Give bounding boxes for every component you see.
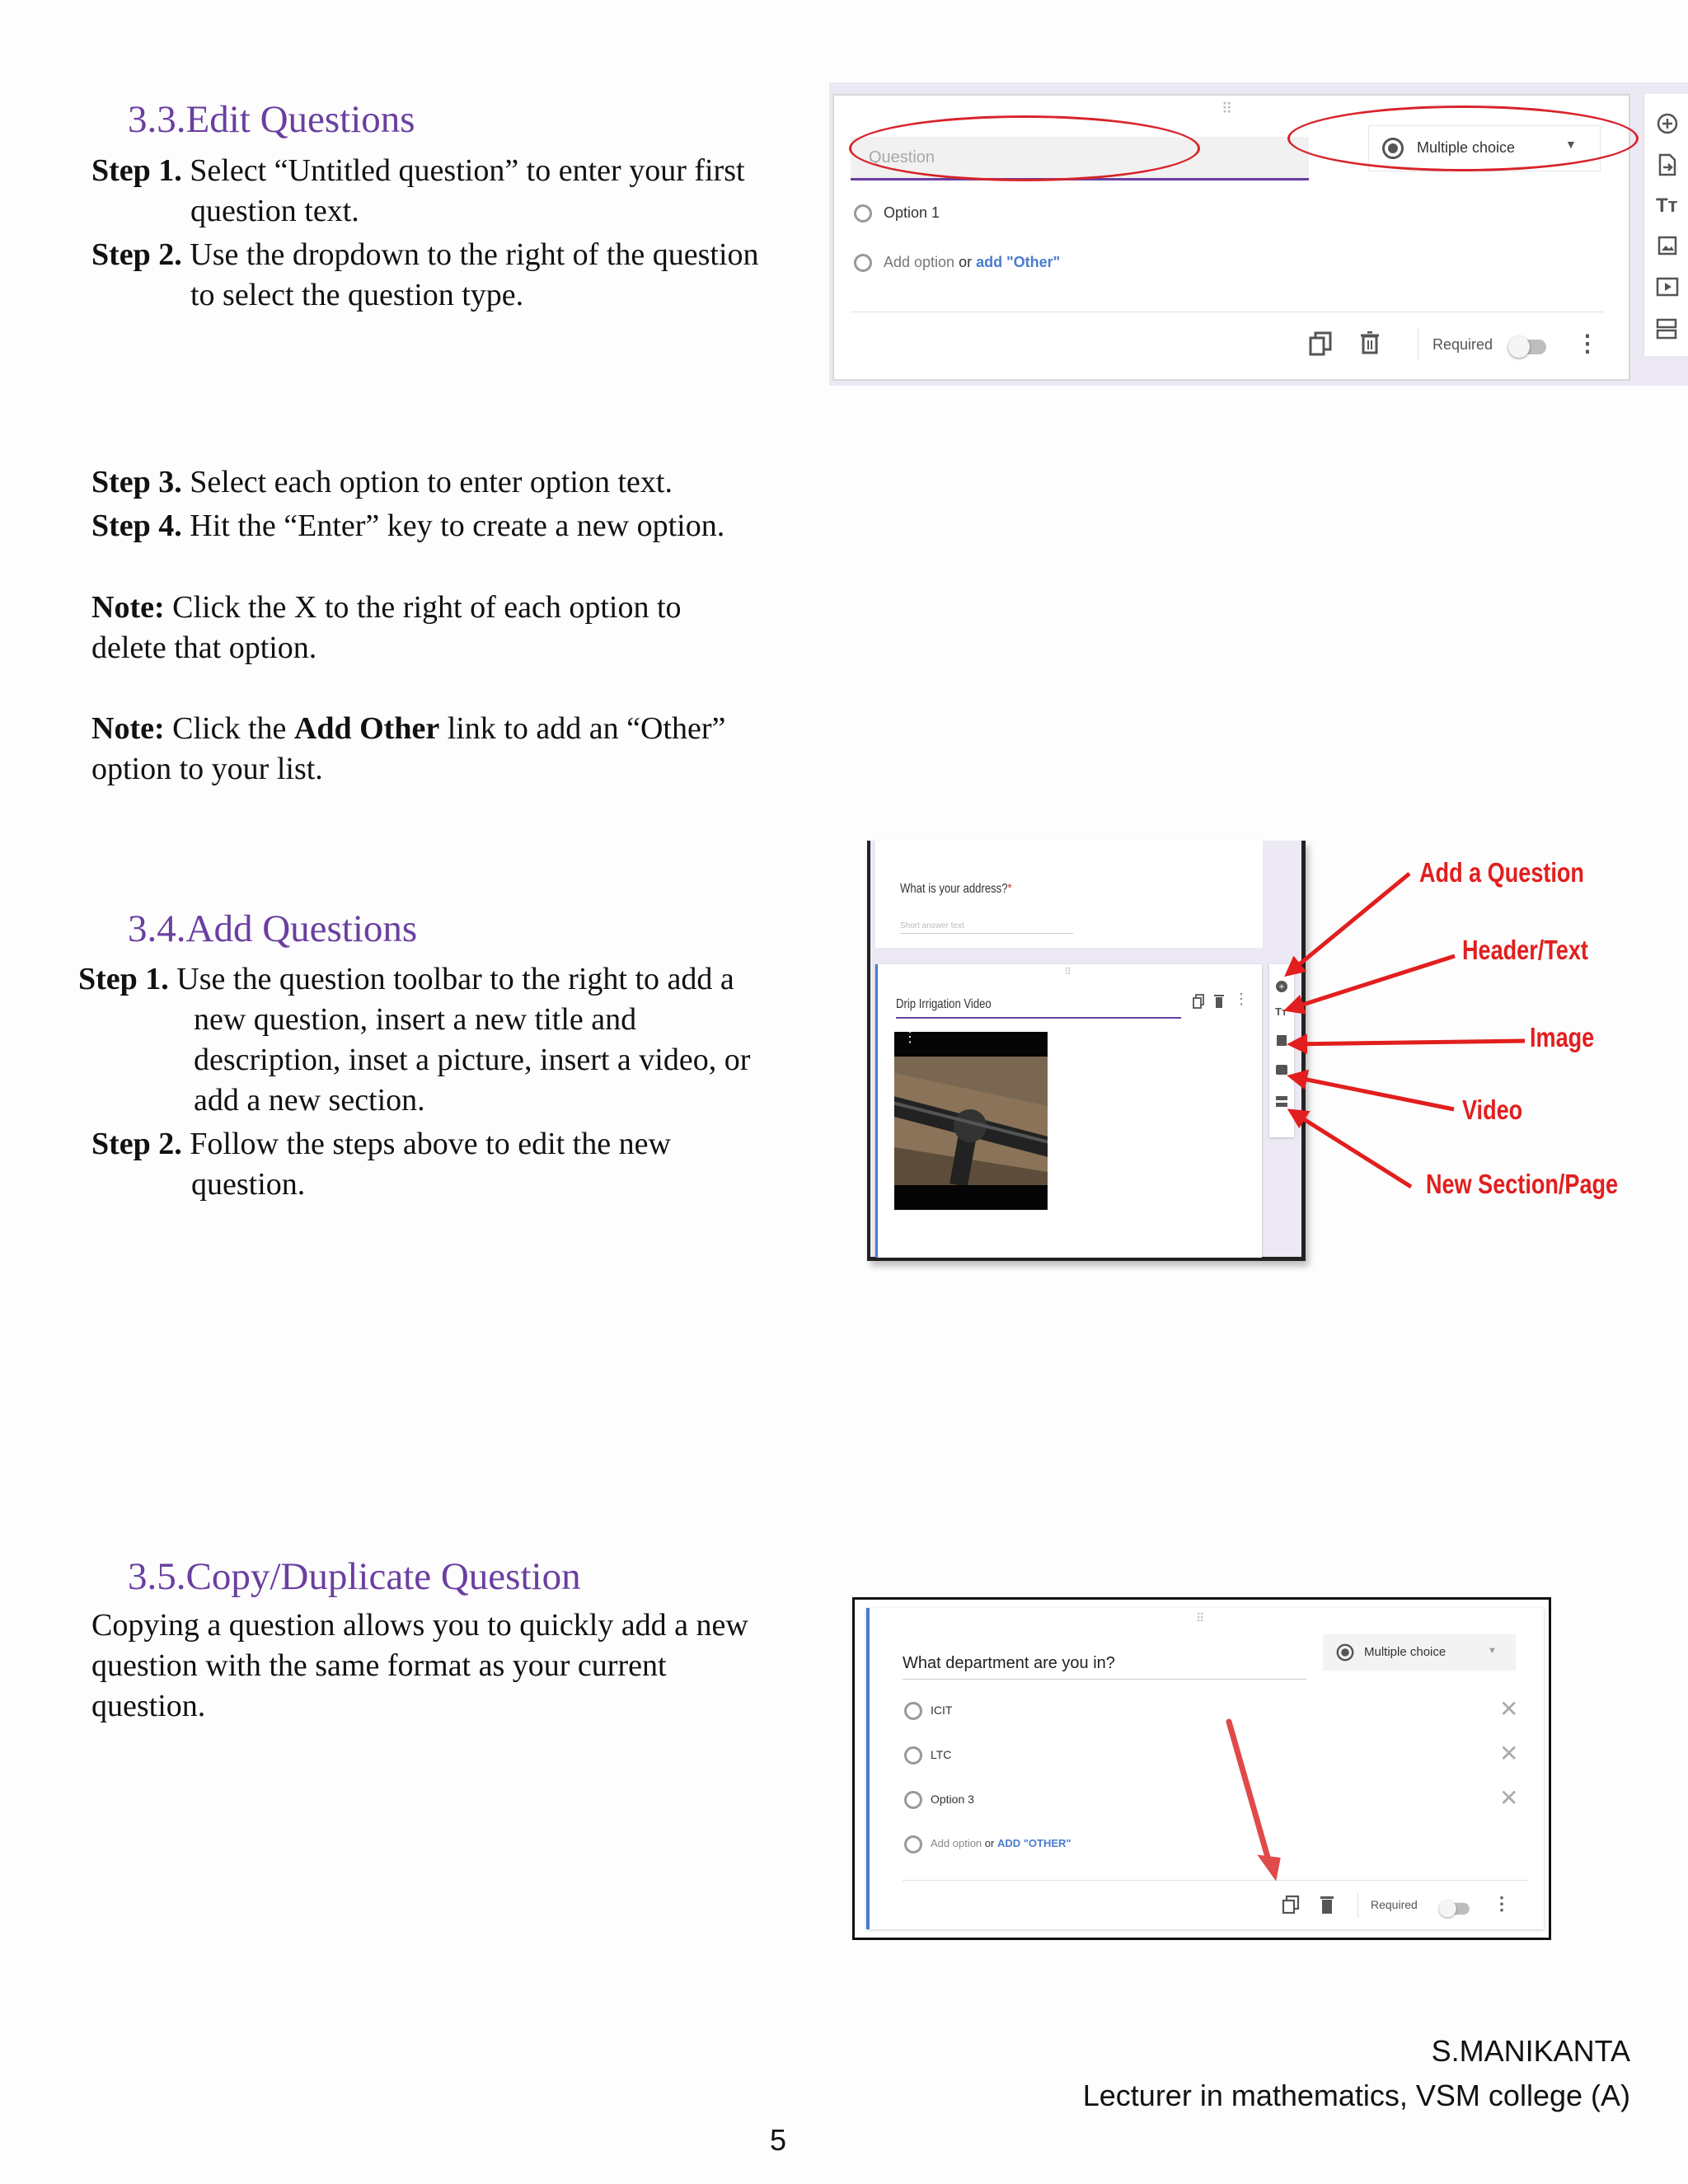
arrow-duplicate: [1217, 1713, 1316, 1895]
step-3: [91, 462, 833, 503]
note-text: link to add an “Other”: [439, 711, 726, 746]
radio-checked-icon: [1337, 1644, 1354, 1661]
section-3-5-title: 3.5.Copy/Duplicate Question: [128, 1555, 581, 1598]
address-question-text: What is your address?: [900, 882, 1008, 896]
remove-option-icon[interactable]: ✕: [1499, 1785, 1519, 1811]
section-3-3-title: 3.3.Edit Questions: [128, 98, 415, 141]
step-text: Select “Untitled question” to enter your first: [181, 153, 745, 188]
question-type-label: Multiple choice: [1364, 1645, 1447, 1659]
section-3-4-title: 3.4.Add Questions: [128, 907, 418, 950]
title-underline: [896, 1017, 1181, 1019]
note-text: Click the: [164, 711, 294, 746]
note-text: Click the X to the right of each option to: [164, 590, 682, 625]
required-star: *: [1007, 882, 1012, 896]
step-text: Select each option to enter option text.: [181, 465, 673, 499]
pipe-fitting-image: [894, 1057, 1048, 1185]
step-2: [91, 235, 817, 275]
radio-icon: [904, 1702, 922, 1720]
label-image: Image: [1530, 1022, 1595, 1052]
question-underline: [903, 1679, 1306, 1680]
label-header-text: Header/Text: [1462, 935, 1588, 965]
option-text[interactable]: ICIT: [931, 1704, 953, 1717]
trash-icon[interactable]: [1360, 331, 1380, 354]
label-video: Video: [1462, 1094, 1523, 1125]
option-1-text[interactable]: Option 1: [884, 204, 940, 221]
step-label: Step 1.: [78, 962, 169, 996]
arrow-new-section: [1291, 1111, 1411, 1187]
question-card: [866, 1608, 1544, 1929]
video-title-input[interactable]: Drip Irrigation Video: [896, 997, 992, 1011]
author-role: Lecturer in mathematics, VSM college (A): [1082, 2079, 1630, 2112]
section-3-3-steps-3-4: [91, 462, 833, 546]
option-text[interactable]: Option 3: [931, 1793, 974, 1806]
step-label: Step 2.: [91, 237, 182, 272]
label-new-section: New Section/Page: [1426, 1169, 1619, 1199]
add-option-link[interactable]: Add option: [884, 254, 955, 270]
step-text: add a new section.: [194, 1083, 425, 1118]
question-type-label: Multiple choice: [1417, 139, 1516, 156]
radio-icon: [904, 1835, 922, 1854]
step-text: question text.: [190, 194, 359, 228]
address-question-card: [875, 841, 1263, 948]
address-question: [900, 882, 1012, 897]
add-other-link[interactable]: add "Other": [976, 254, 1061, 270]
note-delete-option: [91, 588, 833, 668]
required-toggle[interactable]: [1512, 340, 1546, 354]
step-text: Use the dropdown to the right of the question: [181, 237, 759, 272]
step-text: question.: [191, 1167, 306, 1202]
option-text[interactable]: LTC: [931, 1748, 952, 1761]
note-add-other: [91, 709, 833, 790]
step-label: Step 2.: [91, 1127, 182, 1161]
step-text: description, inset a picture, insert a video, or: [194, 1043, 751, 1077]
duplicate-icon[interactable]: [1309, 331, 1332, 356]
video-frame: [894, 1057, 1048, 1185]
step-1: [91, 151, 817, 191]
note-label: Note:: [91, 590, 165, 625]
label-add-question: Add a Question: [1419, 857, 1584, 888]
title-text-icon[interactable]: Tт: [1656, 194, 1678, 217]
step-text: Follow the steps above to edit the new: [181, 1127, 671, 1161]
trash-icon[interactable]: [1214, 994, 1224, 1009]
caret-down-icon: ▼: [1565, 138, 1577, 151]
add-option-row: [884, 254, 1060, 271]
video-thumbnail[interactable]: [894, 1032, 1048, 1210]
note-label: Note:: [91, 711, 165, 746]
duplicate-icon[interactable]: [1193, 994, 1204, 1009]
section-3-3-steps-1-2: [91, 151, 817, 316]
required-label: Required: [1432, 336, 1493, 353]
step-label: Step 3.: [91, 465, 182, 499]
title-text-icon[interactable]: Tт: [1275, 1005, 1287, 1018]
add-circle-icon[interactable]: +: [1276, 981, 1287, 992]
drag-handle-icon[interactable]: ⠿: [1064, 966, 1071, 977]
caret-down-icon: ▼: [1488, 1646, 1497, 1656]
author-name: S.MANIKANTA: [1431, 2034, 1630, 2068]
step-label: Step 4.: [91, 509, 182, 543]
image-icon[interactable]: [1658, 236, 1677, 255]
step-4: [91, 506, 833, 546]
step-text: Use the question toolbar to the right to add a: [168, 962, 734, 996]
drag-handle-icon[interactable]: ⠿: [1196, 1611, 1205, 1624]
video-icon[interactable]: [1656, 277, 1679, 297]
add-other-link[interactable]: ADD "OTHER": [996, 1837, 1071, 1849]
add-circle-icon[interactable]: [1656, 112, 1679, 135]
required-toggle[interactable]: [1442, 1903, 1470, 1915]
required-label: Required: [1371, 1898, 1418, 1911]
arrow-video: [1291, 1076, 1454, 1109]
radio-icon: [854, 254, 872, 272]
add-option-link[interactable]: Add option: [931, 1837, 982, 1849]
highlight-oval-question: [849, 115, 1200, 181]
short-answer-placeholder: Short answer text: [900, 921, 964, 930]
body-text: question with the same format as your current: [91, 1648, 667, 1683]
step-text: to select the question type.: [190, 278, 524, 312]
note-text: option to your list.: [91, 752, 323, 786]
section-3-5-body: [91, 1605, 833, 1727]
duplicate-icon[interactable]: [1282, 1895, 1300, 1915]
highlight-oval-type: [1287, 105, 1639, 171]
divider: [903, 1880, 1529, 1881]
question-type-dropdown[interactable]: [1323, 1634, 1516, 1671]
radio-icon: [904, 1746, 922, 1765]
radio-icon: [854, 204, 872, 223]
step-label: Step 1.: [91, 153, 182, 188]
note-text: delete that option.: [91, 630, 317, 665]
screenshot-add-questions: [867, 841, 1306, 1261]
arrow-image: [1291, 1041, 1525, 1044]
add-section-icon[interactable]: [1656, 318, 1677, 340]
answer-underline: [900, 933, 1073, 934]
video-card: [875, 964, 1262, 1258]
step-2: [78, 1124, 820, 1165]
more-vert-icon[interactable]: ⋮: [1234, 991, 1249, 1007]
note-bold-text: Add Other: [293, 711, 440, 746]
import-questions-icon[interactable]: [1658, 153, 1677, 176]
video-more-vert-icon[interactable]: ⋮: [903, 1029, 917, 1045]
question-text-input[interactable]: What department are you in?: [903, 1654, 1115, 1672]
step-1: [78, 959, 820, 1000]
body-text: Copying a question allows you to quickly add a new: [91, 1608, 748, 1643]
step-text: new question, insert a new title and: [194, 1002, 637, 1037]
screenshot-edit-question: [829, 82, 1688, 386]
question-placeholder: Question: [869, 148, 935, 166]
more-vert-icon[interactable]: ⋮: [1493, 1893, 1511, 1914]
body-text: question.: [91, 1689, 206, 1723]
divider: [1357, 1893, 1358, 1918]
or-text: or: [959, 254, 973, 270]
or-text: or: [984, 1837, 995, 1849]
add-option-row: [931, 1837, 1071, 1849]
arrow-add-question: [1287, 874, 1409, 974]
arrow-header-text: [1287, 956, 1455, 1010]
page-number: 5: [770, 2123, 787, 2157]
step-text: Hit the “Enter” key to create a new option.: [181, 509, 725, 543]
screenshot-duplicate-question: [852, 1597, 1551, 1940]
radio-icon: [904, 1791, 922, 1809]
section-3-4-steps: [78, 959, 820, 1205]
side-toolbar: [1643, 94, 1688, 356]
trash-icon[interactable]: [1320, 1895, 1334, 1915]
more-vert-icon[interactable]: ⋮: [1576, 330, 1599, 356]
remove-option-icon[interactable]: ✕: [1499, 1741, 1519, 1766]
remove-option-icon[interactable]: ✕: [1499, 1696, 1519, 1722]
drag-handle-icon[interactable]: ⠿: [1221, 101, 1234, 117]
